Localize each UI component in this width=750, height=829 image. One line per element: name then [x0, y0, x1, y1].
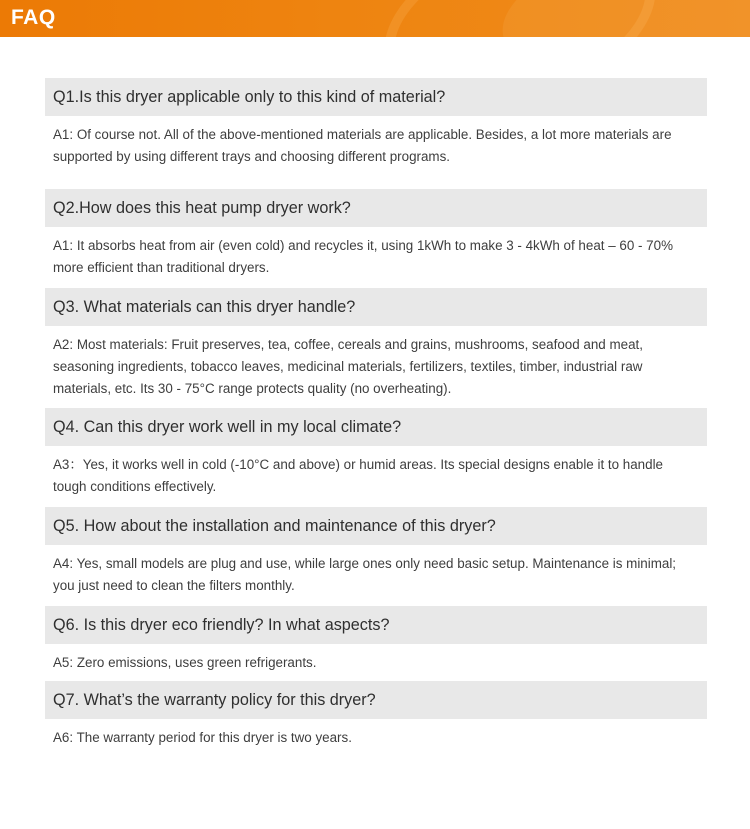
faq-question: Q5. How about the installation and maintenance of this dryer? [45, 507, 707, 545]
faq-item [45, 606, 707, 681]
faq-answer: A4: Yes, small models are plug and use, while large ones only need basic setup. Maintenance is minimal; you just need to clean the filters monthly. [53, 556, 677, 593]
faq-answer: A2: Most materials: Fruit preserves, tea, coffee, cereals and grains, mushrooms, seafood and meat, seasoning ingredients, tobacco leaves, medicinal materials, fertilizers, textiles, timber, industrial raw materials, etc. Its 30 - 75°C range protects quality (no overheating). [53, 337, 643, 396]
faq-list [45, 78, 707, 756]
faq-item [45, 408, 707, 507]
faq-item [45, 681, 707, 756]
faq-item [45, 288, 707, 408]
faq-item [45, 189, 707, 288]
faq-question: Q6. Is this dryer eco friendly? In what aspects? [45, 606, 707, 644]
faq-question: Q1.Is this dryer applicable only to this kind of material? [45, 78, 707, 116]
faq-question: Q2.How does this heat pump dryer work? [45, 189, 707, 227]
faq-answer: A1: Of course not. All of the above-mentioned materials are applicable. Besides, a lot more materials are supported by using different trays and choosing different programs. [53, 127, 672, 164]
faq-question: Q7. What’s the warranty policy for this dryer? [45, 681, 707, 719]
faq-item [45, 507, 707, 606]
faq-item [45, 78, 707, 189]
faq-answer: A5: Zero emissions, uses green refrigerants. [53, 655, 317, 670]
header-title: FAQ [11, 6, 56, 29]
faq-answer: A1: It absorbs heat from air (even cold) and recycles it, using 1kWh to make 3 - 4kWh of heat – 60 - 70% more efficient than traditional dryers. [53, 238, 673, 275]
faq-answer: A3：Yes, it works well in cold (-10°C and above) or humid areas. Its special designs enable it to handle tough conditions effectively. [53, 457, 663, 494]
faq-header-banner [0, 0, 750, 37]
header-swoosh-decoration [490, 0, 750, 37]
faq-question: Q4. Can this dryer work well in my local climate? [45, 408, 707, 446]
faq-answer: A6: The warranty period for this dryer is two years. [53, 730, 352, 745]
faq-question: Q3. What materials can this dryer handle? [45, 288, 707, 326]
